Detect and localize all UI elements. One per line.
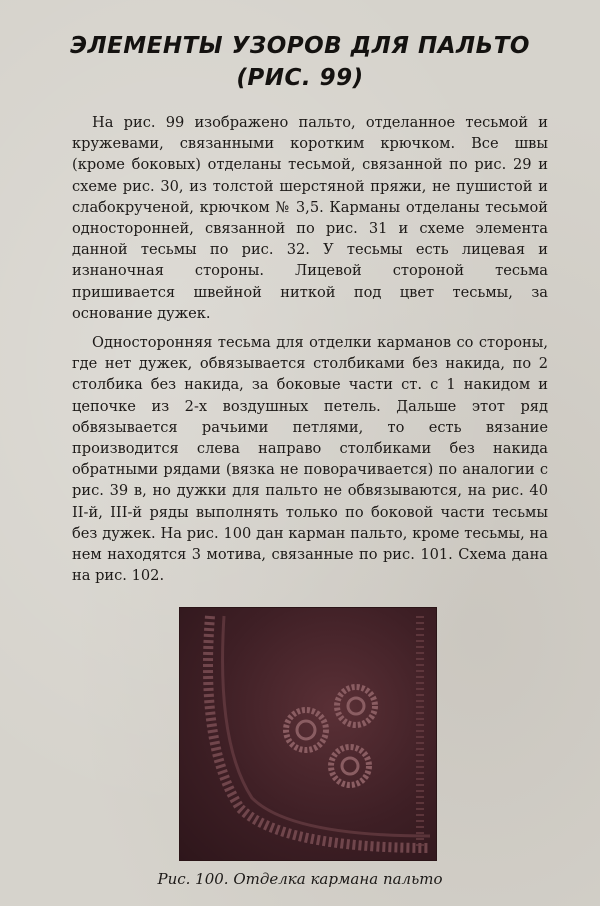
lace-motif — [286, 710, 326, 750]
body-text — [72, 112, 548, 594]
pocket-lace-illustration — [180, 608, 436, 860]
paragraph-2: Односторонняя тесьма для отделки карманов со стороны, где нет дужек, обвязывается столбиками без накида, по 2 столбика без накида, за боковые части ст. с 1 накидом и цепочке из 2-х воздушных петель. Дальше этот ряд обвязывается рачьими петлями, то есть вязание производится слева направо столбиками без накида обратными рядами (вязка не поворачивается) по аналогии с рис. 39 в, но дужки для пальто не обвязываются, на рис. 40 II-й, III-й ряды выполнять только по боковой части тесьмы без дужек. На рис. 100 дан карман пальто, кроме тесьмы, на нем находятся 3 мотива, связанные по рис. 101. Схема дана на рис. 102. — [72, 334, 548, 585]
lace-motif — [331, 747, 369, 785]
paragraph-1: На рис. 99 изображено пальто, отделанное тесьмой и кружевами, связанными коротким крючком. Все швы (кроме боковых) отделаны тесьмой, связанной по рис. 29 и схеме рис. 30, из толстой шерстяной пряжи, не пушистой и слабокрученой, крючком № 3,5. Карманы отделаны тесьмой односторонней, связанной по рис. 31 и схеме элемента данной тесьмы по рис. 32. У тесьмы есть лицевая и изнаночная стороны. Лицевой стороной тесьма пришивается швейной ниткой под цвет тесьмы, за основание дужек. — [72, 114, 548, 322]
figure-caption: Рис. 100. Отделка кармана пальто — [157, 870, 443, 888]
title-line-2: (РИС. 99) — [236, 65, 364, 91]
page-title — [0, 30, 600, 94]
lace-motif — [337, 687, 375, 725]
pocket-photo — [180, 608, 436, 860]
title-line-1: ЭЛЕМЕНТЫ УЗОРОВ ДЛЯ ПАЛЬТО — [70, 33, 530, 59]
